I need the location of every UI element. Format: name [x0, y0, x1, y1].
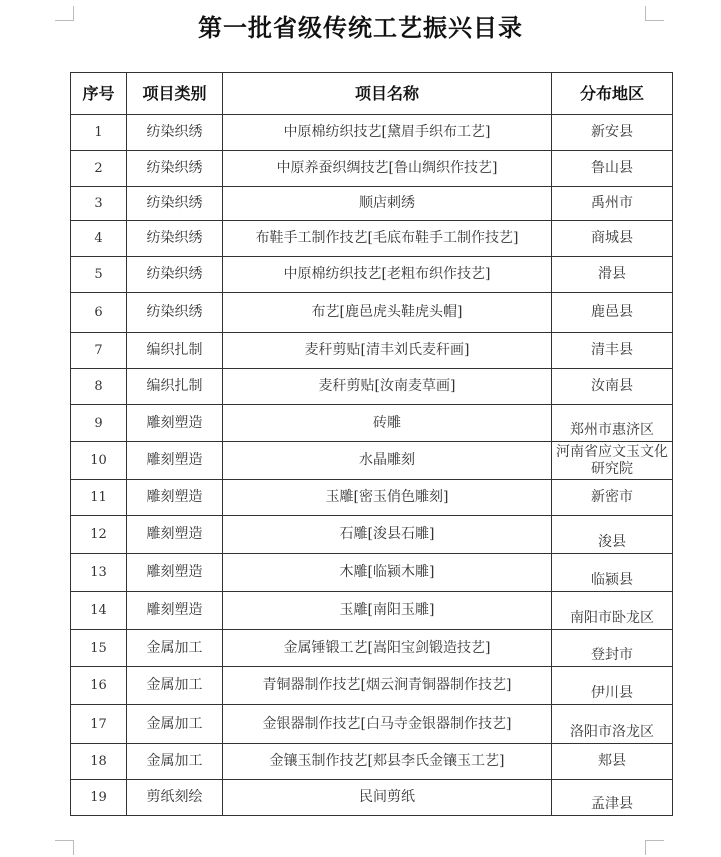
table-row — [71, 592, 673, 630]
cell-region: 清丰县 — [552, 333, 673, 369]
cell-region: 新安县 — [552, 115, 673, 151]
cell-category: 纺染织绣 — [127, 257, 223, 293]
cell-category: 金属加工 — [127, 705, 223, 744]
table-row — [71, 630, 673, 667]
cell-region: 滑县 — [552, 257, 673, 293]
table-row — [71, 744, 673, 780]
document-title: 第一批省级传统工艺振兴目录 — [198, 14, 523, 42]
cell-category: 雕刻塑造 — [127, 442, 223, 480]
cell-category: 雕刻塑造 — [127, 554, 223, 592]
cell-index: 16 — [71, 667, 127, 705]
cell-region: 登封市 — [552, 630, 673, 667]
cell-category: 纺染织绣 — [127, 293, 223, 333]
cell-index: 19 — [71, 780, 127, 816]
table-body — [71, 115, 673, 816]
cell-region: 洛阳市洛龙区 — [552, 705, 673, 744]
cell-name: 民间剪纸 — [223, 780, 552, 816]
cell-region: 郏县 — [552, 744, 673, 780]
cell-category: 雕刻塑造 — [127, 405, 223, 442]
table-row — [71, 780, 673, 816]
cell-region: 郑州市惠济区 — [552, 405, 673, 442]
cell-name: 木雕[临颍木雕] — [223, 554, 552, 592]
cell-name: 麦秆剪贴[清丰刘氏麦秆画] — [223, 333, 552, 369]
table-row — [71, 667, 673, 705]
heritage-catalog-table — [70, 72, 673, 816]
cell-category: 金属加工 — [127, 744, 223, 780]
cell-name: 青铜器制作技艺[烟云涧青铜器制作技艺] — [223, 667, 552, 705]
cell-index: 15 — [71, 630, 127, 667]
cell-region: 河南省应文玉文化研究院 — [552, 442, 673, 480]
cell-name: 金镶玉制作技艺[郏县李氏金镶玉工艺] — [223, 744, 552, 780]
cell-index: 3 — [71, 187, 127, 221]
cell-region: 禹州市 — [552, 187, 673, 221]
header-region: 分布地区 — [552, 73, 673, 115]
cell-category: 编织扎制 — [127, 369, 223, 405]
cell-index: 1 — [71, 115, 127, 151]
header-name: 项目名称 — [223, 73, 552, 115]
cell-name: 玉雕[南阳玉雕] — [223, 592, 552, 630]
cell-region: 新密市 — [552, 480, 673, 516]
table-row — [71, 369, 673, 405]
table-row — [71, 516, 673, 554]
cell-category: 纺染织绣 — [127, 221, 223, 257]
cell-index: 2 — [71, 151, 127, 187]
corner-mark-bottom-left — [55, 840, 74, 855]
cell-name: 顺店刺绣 — [223, 187, 552, 221]
cell-index: 5 — [71, 257, 127, 293]
cell-region: 汝南县 — [552, 369, 673, 405]
cell-name: 金银器制作技艺[白马寺金银器制作技艺] — [223, 705, 552, 744]
cell-name: 布艺[鹿邑虎头鞋虎头帽] — [223, 293, 552, 333]
cell-category: 编织扎制 — [127, 333, 223, 369]
cell-name: 水晶雕刻 — [223, 442, 552, 480]
cell-region: 商城县 — [552, 221, 673, 257]
table-row — [71, 293, 673, 333]
cell-index: 7 — [71, 333, 127, 369]
table-row — [71, 115, 673, 151]
cell-region: 浚县 — [552, 516, 673, 554]
cell-category: 雕刻塑造 — [127, 516, 223, 554]
cell-region: 临颍县 — [552, 554, 673, 592]
table-row — [71, 480, 673, 516]
cell-name: 金属锤锻工艺[嵩阳宝剑锻造技艺] — [223, 630, 552, 667]
table-header-row — [71, 73, 673, 115]
cell-name: 布鞋手工制作技艺[毛底布鞋手工制作技艺] — [223, 221, 552, 257]
cell-index: 11 — [71, 480, 127, 516]
cell-category: 纺染织绣 — [127, 187, 223, 221]
cell-index: 10 — [71, 442, 127, 480]
table-row — [71, 705, 673, 744]
cell-index: 13 — [71, 554, 127, 592]
cell-name: 玉雕[密玉俏色雕刻] — [223, 480, 552, 516]
cell-category: 雕刻塑造 — [127, 480, 223, 516]
cell-name: 中原棉纺织技艺[黛眉手织布工艺] — [223, 115, 552, 151]
table-row — [71, 257, 673, 293]
table-row — [71, 405, 673, 442]
cell-index: 17 — [71, 705, 127, 744]
table-row — [71, 187, 673, 221]
cell-category: 雕刻塑造 — [127, 592, 223, 630]
cell-category: 纺染织绣 — [127, 151, 223, 187]
cell-name: 石雕[浚县石雕] — [223, 516, 552, 554]
cell-index: 9 — [71, 405, 127, 442]
cell-name: 中原棉纺织技艺[老粗布织作技艺] — [223, 257, 552, 293]
table-row — [71, 442, 673, 480]
table-row — [71, 554, 673, 592]
cell-region: 鲁山县 — [552, 151, 673, 187]
cell-index: 12 — [71, 516, 127, 554]
cell-category: 剪纸刻绘 — [127, 780, 223, 816]
cell-name: 中原养蚕织绸技艺[鲁山绸织作技艺] — [223, 151, 552, 187]
cell-category: 纺染织绣 — [127, 115, 223, 151]
cell-index: 6 — [71, 293, 127, 333]
cell-region: 南阳市卧龙区 — [552, 592, 673, 630]
header-index: 序号 — [71, 73, 127, 115]
corner-mark-bottom-right — [645, 840, 664, 855]
table-row — [71, 221, 673, 257]
cell-index: 8 — [71, 369, 127, 405]
header-category: 项目类别 — [127, 73, 223, 115]
table-row — [71, 333, 673, 369]
table-row — [71, 151, 673, 187]
cell-region: 伊川县 — [552, 667, 673, 705]
cell-name: 砖雕 — [223, 405, 552, 442]
cell-name: 麦秆剪贴[汝南麦草画] — [223, 369, 552, 405]
cell-index: 18 — [71, 744, 127, 780]
cell-region: 鹿邑县 — [552, 293, 673, 333]
cell-index: 14 — [71, 592, 127, 630]
cell-category: 金属加工 — [127, 667, 223, 705]
cell-category: 金属加工 — [127, 630, 223, 667]
cell-region: 孟津县 — [552, 780, 673, 816]
cell-index: 4 — [71, 221, 127, 257]
